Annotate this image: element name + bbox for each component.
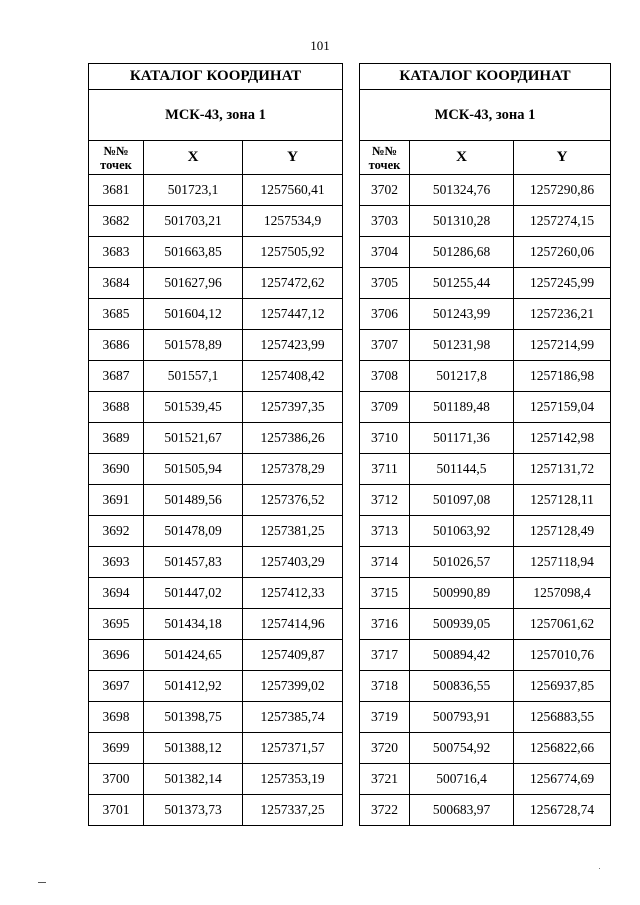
x-coordinate-cell: 501388,12 xyxy=(144,733,243,764)
table-row xyxy=(89,175,343,206)
y-coordinate-cell: 1256937,85 xyxy=(514,671,611,702)
table-row xyxy=(89,516,343,547)
y-coordinate-cell: 1257472,62 xyxy=(243,268,343,299)
point-number-cell: 3718 xyxy=(360,671,410,702)
x-coordinate-cell: 501703,21 xyxy=(144,206,243,237)
x-coordinate-cell: 501412,92 xyxy=(144,671,243,702)
x-coordinate-cell: 501457,83 xyxy=(144,547,243,578)
point-number-cell: 3706 xyxy=(360,299,410,330)
table-row xyxy=(89,299,343,330)
x-coordinate-cell: 501324,76 xyxy=(410,175,514,206)
table-row xyxy=(89,764,343,795)
table-row xyxy=(360,764,611,795)
x-coordinate-cell: 501026,57 xyxy=(410,547,514,578)
point-number-cell: 3681 xyxy=(89,175,144,206)
y-coordinate-cell: 1257423,99 xyxy=(243,330,343,361)
x-coordinate-cell: 500683,97 xyxy=(410,795,514,826)
y-coordinate-cell: 1257274,15 xyxy=(514,206,611,237)
y-coordinate-cell: 1257061,62 xyxy=(514,609,611,640)
y-coordinate-cell: 1256883,55 xyxy=(514,702,611,733)
point-number-cell: 3711 xyxy=(360,454,410,485)
x-coordinate-cell: 501243,99 xyxy=(410,299,514,330)
y-coordinate-cell: 1257010,76 xyxy=(514,640,611,671)
x-coordinate-cell: 500754,92 xyxy=(410,733,514,764)
point-number-cell: 3702 xyxy=(360,175,410,206)
coordinate-rows xyxy=(89,175,343,826)
point-number-cell: 3686 xyxy=(89,330,144,361)
point-number-cell: 3710 xyxy=(360,423,410,454)
catalog-title: КАТАЛОГ КООРДИНАТ xyxy=(89,64,343,90)
x-column-header: X xyxy=(410,141,514,175)
point-number-header-line2: точек xyxy=(100,157,132,172)
point-number-cell: 3717 xyxy=(360,640,410,671)
y-coordinate-cell: 1257399,02 xyxy=(243,671,343,702)
point-number-cell: 3703 xyxy=(360,206,410,237)
point-number-cell: 3715 xyxy=(360,578,410,609)
y-coordinate-cell: 1257186,98 xyxy=(514,361,611,392)
y-column-header: Y xyxy=(243,141,343,175)
y-coordinate-cell: 1257403,29 xyxy=(243,547,343,578)
x-coordinate-cell: 501144,5 xyxy=(410,454,514,485)
x-coordinate-cell: 501434,18 xyxy=(144,609,243,640)
y-coordinate-cell: 1257098,4 xyxy=(514,578,611,609)
point-number-header-line1: №№ xyxy=(371,143,398,158)
y-coordinate-cell: 1257214,99 xyxy=(514,330,611,361)
y-coordinate-cell: 1256728,74 xyxy=(514,795,611,826)
point-number-cell: 3712 xyxy=(360,485,410,516)
point-number-cell: 3707 xyxy=(360,330,410,361)
point-number-header-line1: №№ xyxy=(103,143,129,158)
point-number-cell: 3697 xyxy=(89,671,144,702)
y-coordinate-cell: 1257159,04 xyxy=(514,392,611,423)
y-coordinate-cell: 1256774,69 xyxy=(514,764,611,795)
y-coordinate-cell: 1257386,26 xyxy=(243,423,343,454)
table-row xyxy=(89,609,343,640)
x-coordinate-cell: 501382,14 xyxy=(144,764,243,795)
coordinate-catalog-table-left xyxy=(88,63,343,826)
point-number-cell: 3699 xyxy=(89,733,144,764)
point-number-cell: 3688 xyxy=(89,392,144,423)
x-coordinate-cell: 501723,1 xyxy=(144,175,243,206)
y-coordinate-cell: 1257142,98 xyxy=(514,423,611,454)
point-number-cell: 3716 xyxy=(360,609,410,640)
x-coordinate-cell: 501539,45 xyxy=(144,392,243,423)
table-row xyxy=(360,640,611,671)
x-coordinate-cell: 501217,8 xyxy=(410,361,514,392)
table-row xyxy=(360,485,611,516)
point-number-cell: 3698 xyxy=(89,702,144,733)
coordinate-rows xyxy=(360,175,611,826)
table-row xyxy=(89,237,343,268)
x-coordinate-cell: 500990,89 xyxy=(410,578,514,609)
scan-mark xyxy=(38,882,46,883)
x-coordinate-cell: 501310,28 xyxy=(410,206,514,237)
table-row xyxy=(360,578,611,609)
point-number-cell: 3721 xyxy=(360,764,410,795)
table-row xyxy=(360,547,611,578)
coordinate-system-label: МСК-43, зона 1 xyxy=(360,90,611,141)
table-row xyxy=(89,671,343,702)
x-coordinate-cell: 501663,85 xyxy=(144,237,243,268)
table-row xyxy=(89,361,343,392)
y-coordinate-cell: 1257412,33 xyxy=(243,578,343,609)
table-row xyxy=(360,330,611,361)
point-number-cell: 3713 xyxy=(360,516,410,547)
table-row xyxy=(360,361,611,392)
y-coordinate-cell: 1257236,21 xyxy=(514,299,611,330)
point-number-cell: 3693 xyxy=(89,547,144,578)
table-row xyxy=(89,547,343,578)
x-coordinate-cell: 500939,05 xyxy=(410,609,514,640)
point-number-header-line2: точек xyxy=(368,157,401,172)
y-coordinate-cell: 1257385,74 xyxy=(243,702,343,733)
x-coordinate-cell: 500894,42 xyxy=(410,640,514,671)
y-coordinate-cell: 1257560,41 xyxy=(243,175,343,206)
x-coordinate-cell: 501627,96 xyxy=(144,268,243,299)
table-row xyxy=(360,516,611,547)
table-row xyxy=(360,454,611,485)
table-row xyxy=(360,795,611,826)
table-row xyxy=(89,423,343,454)
point-number-header xyxy=(360,141,410,175)
point-number-cell: 3689 xyxy=(89,423,144,454)
y-coordinate-cell: 1257131,72 xyxy=(514,454,611,485)
point-number-cell: 3722 xyxy=(360,795,410,826)
x-coordinate-cell: 501097,08 xyxy=(410,485,514,516)
y-coordinate-cell: 1256822,66 xyxy=(514,733,611,764)
x-coordinate-cell: 501255,44 xyxy=(410,268,514,299)
table-row xyxy=(89,392,343,423)
point-number-cell: 3720 xyxy=(360,733,410,764)
table-row xyxy=(360,392,611,423)
table-row xyxy=(89,733,343,764)
y-coordinate-cell: 1257118,94 xyxy=(514,547,611,578)
table-row xyxy=(360,268,611,299)
table-row xyxy=(89,330,343,361)
point-number-cell: 3701 xyxy=(89,795,144,826)
point-number-cell: 3694 xyxy=(89,578,144,609)
point-number-cell: 3705 xyxy=(360,268,410,299)
table-row xyxy=(360,237,611,268)
y-coordinate-cell: 1257381,25 xyxy=(243,516,343,547)
coordinate-system-label: МСК-43, зона 1 xyxy=(89,90,343,141)
point-number-cell: 3687 xyxy=(89,361,144,392)
point-number-cell: 3683 xyxy=(89,237,144,268)
y-coordinate-cell: 1257409,87 xyxy=(243,640,343,671)
point-number-cell: 3719 xyxy=(360,702,410,733)
x-coordinate-cell: 501398,75 xyxy=(144,702,243,733)
table-row xyxy=(89,795,343,826)
table-row xyxy=(89,454,343,485)
table-row xyxy=(89,268,343,299)
table-row xyxy=(89,702,343,733)
x-coordinate-cell: 501521,67 xyxy=(144,423,243,454)
y-coordinate-cell: 1257371,57 xyxy=(243,733,343,764)
y-coordinate-cell: 1257245,99 xyxy=(514,268,611,299)
table-row xyxy=(360,609,611,640)
y-coordinate-cell: 1257414,96 xyxy=(243,609,343,640)
x-coordinate-cell: 501286,68 xyxy=(410,237,514,268)
table-row xyxy=(360,671,611,702)
y-coordinate-cell: 1257505,92 xyxy=(243,237,343,268)
point-number-cell: 3684 xyxy=(89,268,144,299)
x-coordinate-cell: 501505,94 xyxy=(144,454,243,485)
x-coordinate-cell: 500716,4 xyxy=(410,764,514,795)
point-number-cell: 3692 xyxy=(89,516,144,547)
x-coordinate-cell: 501063,92 xyxy=(410,516,514,547)
point-number-cell: 3691 xyxy=(89,485,144,516)
x-coordinate-cell: 501373,73 xyxy=(144,795,243,826)
catalog-title: КАТАЛОГ КООРДИНАТ xyxy=(360,64,611,90)
table-row xyxy=(89,485,343,516)
y-coordinate-cell: 1257378,29 xyxy=(243,454,343,485)
x-coordinate-cell: 501171,36 xyxy=(410,423,514,454)
table-row xyxy=(360,206,611,237)
x-coordinate-cell: 501604,12 xyxy=(144,299,243,330)
y-coordinate-cell: 1257447,12 xyxy=(243,299,343,330)
point-number-cell: 3682 xyxy=(89,206,144,237)
y-coordinate-cell: 1257376,52 xyxy=(243,485,343,516)
x-coordinate-cell: 501557,1 xyxy=(144,361,243,392)
point-number-cell: 3695 xyxy=(89,609,144,640)
scan-mark xyxy=(599,868,600,869)
point-number-cell: 3708 xyxy=(360,361,410,392)
x-coordinate-cell: 501578,89 xyxy=(144,330,243,361)
x-column-header: X xyxy=(144,141,243,175)
table-row xyxy=(360,299,611,330)
y-coordinate-cell: 1257290,86 xyxy=(514,175,611,206)
point-number-header xyxy=(89,141,144,175)
x-coordinate-cell: 500836,55 xyxy=(410,671,514,702)
table-row xyxy=(360,175,611,206)
x-coordinate-cell: 501231,98 xyxy=(410,330,514,361)
y-coordinate-cell: 1257128,11 xyxy=(514,485,611,516)
table-row xyxy=(89,640,343,671)
point-number-cell: 3696 xyxy=(89,640,144,671)
point-number-cell: 3709 xyxy=(360,392,410,423)
x-coordinate-cell: 501189,48 xyxy=(410,392,514,423)
table-row xyxy=(360,733,611,764)
coordinate-catalog-table-right xyxy=(359,63,611,826)
x-coordinate-cell: 501478,09 xyxy=(144,516,243,547)
y-coordinate-cell: 1257408,42 xyxy=(243,361,343,392)
table-row xyxy=(360,702,611,733)
y-column-header: Y xyxy=(514,141,611,175)
x-coordinate-cell: 500793,91 xyxy=(410,702,514,733)
x-coordinate-cell: 501489,56 xyxy=(144,485,243,516)
table-row xyxy=(360,423,611,454)
y-coordinate-cell: 1257260,06 xyxy=(514,237,611,268)
page-number: 101 xyxy=(310,38,330,53)
x-coordinate-cell: 501424,65 xyxy=(144,640,243,671)
point-number-cell: 3704 xyxy=(360,237,410,268)
y-coordinate-cell: 1257353,19 xyxy=(243,764,343,795)
x-coordinate-cell: 501447,02 xyxy=(144,578,243,609)
table-row xyxy=(89,206,343,237)
table-row xyxy=(89,578,343,609)
point-number-cell: 3714 xyxy=(360,547,410,578)
point-number-cell: 3690 xyxy=(89,454,144,485)
y-coordinate-cell: 1257397,35 xyxy=(243,392,343,423)
y-coordinate-cell: 1257128,49 xyxy=(514,516,611,547)
point-number-cell: 3700 xyxy=(89,764,144,795)
y-coordinate-cell: 1257337,25 xyxy=(243,795,343,826)
y-coordinate-cell: 1257534,9 xyxy=(243,206,343,237)
point-number-cell: 3685 xyxy=(89,299,144,330)
